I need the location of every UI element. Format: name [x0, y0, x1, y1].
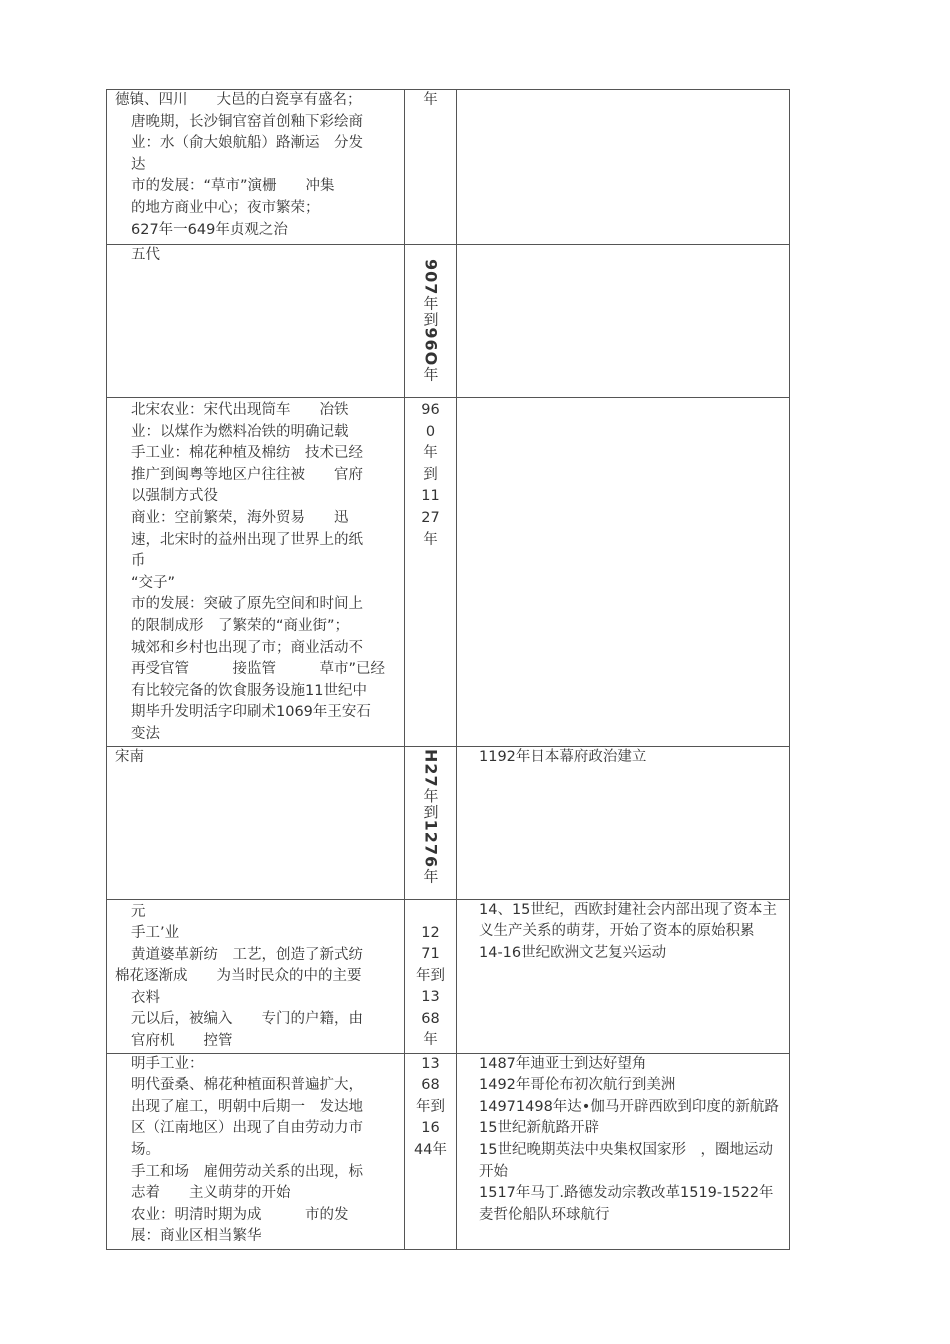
text-line: 手工’业: [131, 925, 180, 942]
year-text: 年到: [416, 1098, 445, 1115]
world-history-cell: [457, 746, 790, 899]
year-text: 68: [421, 1010, 440, 1027]
year-text: 44年: [414, 1142, 447, 1159]
text-line: 变法: [131, 725, 160, 742]
years-cell: [405, 746, 457, 899]
text-line: 市的发展：“草市”演栅 冲集: [131, 178, 335, 195]
table-row: [107, 398, 790, 747]
table-row: [107, 899, 790, 1053]
text-line: 官府机 控管: [131, 1033, 233, 1050]
table-row: [107, 90, 790, 245]
year-text: 13: [421, 1055, 440, 1072]
year-text: 27: [421, 509, 440, 526]
text-line: 展：商业区相当繁华: [131, 1228, 262, 1245]
year-start: H27: [421, 748, 441, 788]
table-row: [107, 1053, 790, 1249]
text-line: 市的发展：突破了原先空间和时间上: [131, 596, 363, 613]
year-char: 年: [421, 295, 440, 312]
year-text: 68: [421, 1077, 440, 1094]
year-end: 96O: [421, 327, 441, 367]
world-event: 14、15世纪，西欧封建社会内部出现了资本主义生产关系的萌芽，开始了资本的原始积累: [479, 901, 777, 940]
world-event: 1192年日本幕府政治建立: [479, 748, 647, 765]
years-cell: [405, 90, 457, 245]
text-line: 农业：明清时期为成 市的发: [131, 1206, 349, 1223]
world-history-cell: [457, 245, 790, 398]
text-line: 元: [131, 903, 146, 920]
text-line: 手工业：棉花种植及棉纺 技术已经: [131, 445, 363, 462]
text-line: 有比较完备的饮食服务设施11世纪中: [131, 682, 367, 699]
text-line: 明代蚕桑、棉花种植面积普遍扩大，: [131, 1077, 363, 1094]
china-history-cell: [107, 746, 405, 899]
year-text: 年到: [416, 967, 445, 984]
years-cell: [405, 1053, 457, 1249]
text-line: 北宋农业：宋代出现筒车 冶铁: [131, 402, 349, 418]
period-title: 五代: [131, 247, 160, 263]
years-cell: [405, 245, 457, 398]
world-event: 15世纪新航路开辟: [479, 1120, 599, 1137]
text-line: 以强制方式役: [131, 488, 218, 505]
world-history-cell: [457, 899, 790, 1053]
year-text: 11: [421, 488, 440, 505]
text-line: 唐晚期，长沙铜官窑首创釉下彩绘商: [131, 113, 363, 130]
world-event: 1517年马丁.路德发动宗教改革1519-1522年麦哲伦船队环球航行: [479, 1185, 774, 1223]
text-line: 场。: [131, 1142, 160, 1159]
china-history-cell: [107, 245, 405, 398]
year-char: 年: [421, 867, 440, 884]
text-line: “交子”: [131, 574, 176, 591]
year-text: 年: [423, 1032, 438, 1049]
year-text: 71: [421, 946, 440, 963]
year-char: 年: [421, 787, 440, 804]
text-line: 明手工业：: [131, 1055, 204, 1072]
table-row: [107, 746, 790, 899]
year-text: 年: [423, 92, 438, 108]
text-line: 的限制成形 了繁荣的“商业街”；: [131, 617, 350, 634]
year-text: 年: [423, 531, 438, 548]
world-event: 1487年迪亚士到达好望角: [479, 1055, 647, 1072]
china-history-cell: [107, 899, 405, 1053]
text-line: 达: [131, 156, 146, 173]
year-text: 16: [421, 1120, 440, 1137]
year-text: 年: [423, 445, 438, 462]
period-title: 宋南: [115, 748, 144, 765]
text-line: 棉花逐渐成 为当时民众的中的主要: [115, 968, 362, 985]
text-line: 的地方商业中心；夜市繁荣；: [131, 199, 320, 216]
world-history-cell: [457, 90, 790, 245]
year-text: 13: [421, 989, 440, 1006]
years-cell: [405, 398, 457, 747]
text-line: 速，北宋时的益州出现了世界上的纸: [131, 531, 363, 548]
year-char: 到: [421, 311, 440, 328]
text-line: 627年一649年贞观之治: [131, 221, 288, 238]
world-history-cell: [457, 398, 790, 747]
text-line: 元以后，被编入 专门的户籍，由: [131, 1011, 363, 1028]
text-line: 衣料: [131, 989, 160, 1006]
china-history-cell: [107, 398, 405, 747]
text-line: 推广到闽粤等地区户往往被 官府: [131, 466, 363, 483]
vertical-year-range: [421, 749, 441, 884]
year-text: 96: [421, 402, 440, 418]
year-char: 年: [421, 366, 440, 383]
text-line: 再受官管 接监管 草市”已经: [131, 661, 386, 678]
text-line: 出现了雇工，明朝中后期一 发达地: [131, 1098, 363, 1115]
world-event: 14-16世纪欧洲文艺复兴运动: [479, 944, 667, 961]
text-line: 志着 主义萌芽的开始: [131, 1185, 291, 1202]
vertical-year-range: [421, 259, 441, 382]
text-line: 业：水（俞大娘航船）路漸运 分发: [131, 135, 363, 152]
world-event: 15世纪晚期英法中央集权国家形 ，圈地运动开始: [479, 1142, 773, 1180]
year-end: 1276: [421, 819, 441, 868]
years-cell: [405, 899, 457, 1053]
text-line: 期毕升发明活字印刷术1069年王安石: [131, 704, 371, 721]
year-text: 0: [425, 423, 436, 440]
china-history-cell: [107, 90, 405, 245]
text-line: 商业：空前繁荣，海外贸易 迅: [131, 509, 349, 526]
world-event: 1492年哥伦布初次航行到美洲: [479, 1077, 676, 1094]
world-history-cell: [457, 1053, 790, 1249]
year-char: 到: [421, 803, 440, 820]
text-line: 手工和场 雇佣劳动关系的出现，标: [131, 1163, 363, 1180]
table-row: [107, 245, 790, 398]
china-history-cell: [107, 1053, 405, 1249]
history-timeline-table: [106, 89, 790, 1250]
text-line: 黄道婆革新纺 工艺，创造了新式纺: [131, 946, 363, 963]
text-line: 区（江南地区）出现了自由劳动力市: [131, 1120, 363, 1137]
year-text: 到: [423, 466, 438, 483]
text-line: 业：以煤作为燃料冶铁的明确记载: [131, 423, 349, 440]
text-line: 城郊和乡村也出现了市；商业活动不: [131, 639, 363, 656]
text-line: 德镇、四川 大邑的白瓷享有盛名；: [115, 92, 362, 108]
year-text: 12: [421, 924, 440, 941]
world-event: 14971498年达•伽马开辟西欧到印度的新航路: [479, 1098, 779, 1115]
year-start: 907: [421, 259, 441, 296]
text-line: 币: [131, 553, 146, 570]
